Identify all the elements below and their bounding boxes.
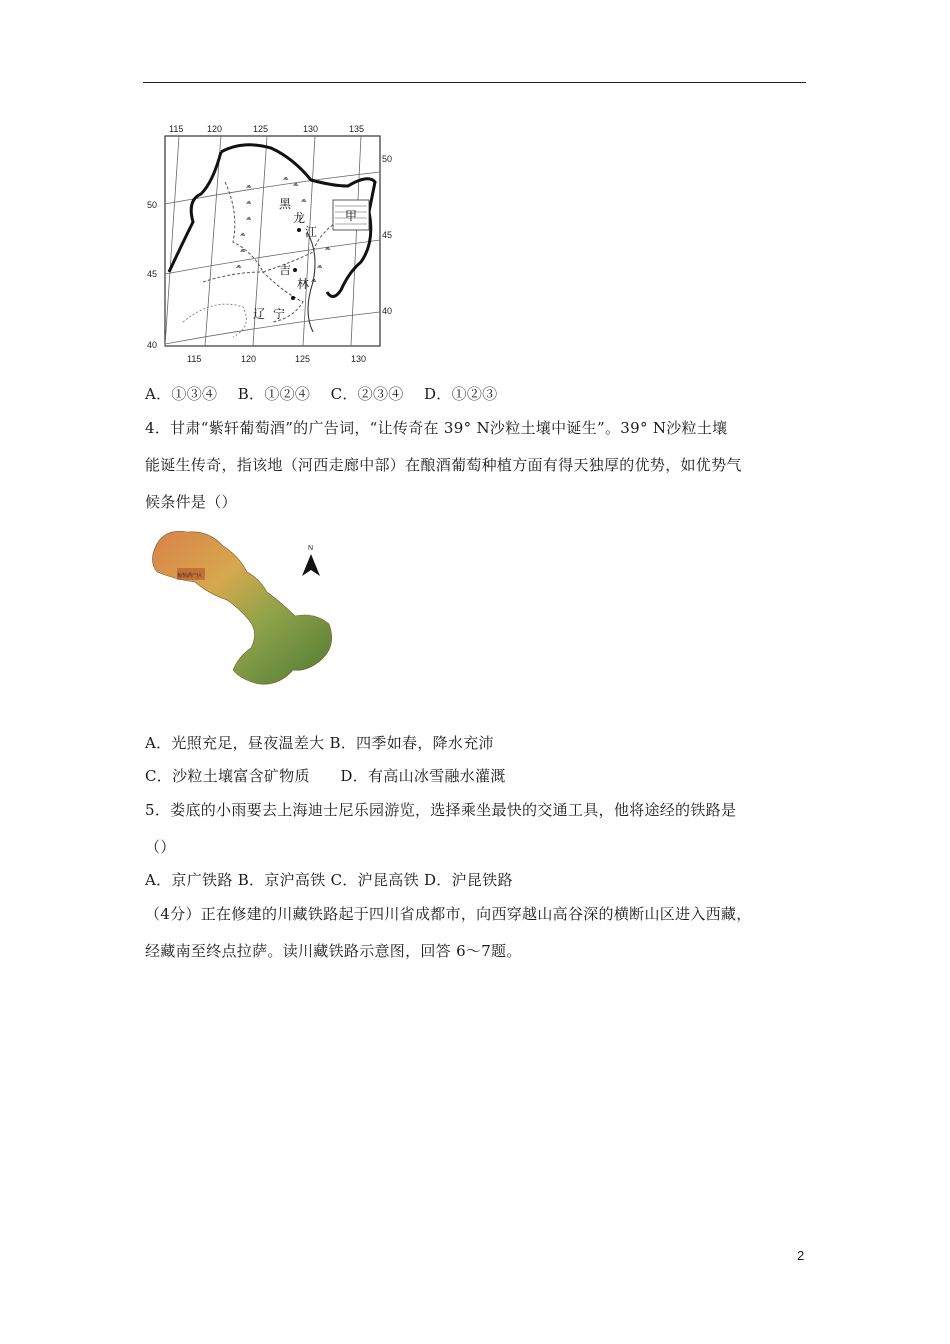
map1-bottom-lon-130: 130 [351,354,367,364]
svg-text:⩕: ⩕ [311,277,317,284]
svg-text:⩕: ⩕ [246,183,252,190]
map1-top-lon-115: 115 [169,124,184,134]
gansu-map [143,520,358,692]
label-ning: 宁 [273,307,286,321]
svg-text:⩕: ⩕ [293,181,299,188]
svg-text:⩕: ⩕ [301,197,307,204]
map1-top-lon-120: 120 [207,124,223,134]
q5-line-1: 5．娄底的小雨要去上海迪士尼乐园游览，选择乘坐最快的交通工具，他将途经的铁路是 [145,801,737,819]
label-jia: 甲 [345,209,358,223]
q5-options: A．京广铁路 B．京沪高铁 C．沪昆高铁 D．沪昆铁路 [145,871,513,889]
q3-options: A．①③④ B．①②④ C．②③④ D．①②③ [145,385,498,403]
q67-line-1: （4分）正在修建的川藏铁路起于四川省成都市，向西穿越山高谷深的横断山区进入西藏， [145,905,752,923]
svg-text:⩕: ⩕ [240,231,246,238]
page-number: 2 [797,1248,805,1263]
map1-right-lat-45: 45 [382,230,393,240]
q5-line-2: （） [145,838,176,856]
q4-line-1: 4．甘肃“紫轩葡萄酒”的广告词，“让传奇在 39° N沙粒土壤中诞生”。39° N沙粒土壤 [145,419,728,437]
svg-text:⩕: ⩕ [325,245,331,252]
label-lin: 林 [297,277,310,291]
svg-text:⩕: ⩕ [236,263,242,270]
q4-line-2: 能诞生传奇，指该地（河西走廊中部）在酿酒葡萄种植方面有得天独厚的优势，如优势气 [145,456,742,474]
header-rule [143,82,806,83]
label-jiang: 江 [305,225,318,239]
svg-text:⩕: ⩕ [246,215,252,222]
winery-region-label: 葡萄酒产区 [177,573,203,579]
map1-left-lat-50: 50 [147,200,158,210]
label-long: 龙 [293,211,306,225]
map1-top-lon-130: 130 [303,124,319,134]
north-arrow-icon [302,554,320,576]
north-arrow-label: N [308,545,314,552]
svg-text:⩕: ⩕ [246,199,252,206]
map1-bottom-lon-120: 120 [241,354,257,364]
map1-bottom-lon-115: 115 [187,354,202,364]
map1-bottom-lon-125: 125 [295,354,311,364]
q4-line-3: 候条件是（） [145,493,237,511]
q4-options-cd: C．沙粒土壤富含矿物质 D．有高山冰雪融水灌溉 [145,767,506,785]
q67-line-2: 经藏南至终点拉萨。读川藏铁路示意图，回答 6～7题。 [145,942,522,960]
label-hei: 黑 [279,197,292,211]
map1-right-lat-40: 40 [382,306,393,316]
northeast-china-map [143,122,395,368]
map1-left-lat-45: 45 [147,269,158,279]
map1-top-lon-125: 125 [253,124,269,134]
q4-options-ab: A．光照充足，昼夜温差大 B．四季如春，降水充沛 [145,734,494,752]
label-ji: 吉 [279,263,292,277]
svg-text:⩕: ⩕ [240,247,246,254]
map1-right-lat-50: 50 [382,154,393,164]
svg-text:⩕: ⩕ [317,263,323,270]
svg-text:⩕: ⩕ [283,175,289,182]
map1-left-lat-40: 40 [147,340,158,350]
label-liao: 辽 [253,307,266,321]
map1-top-lon-135: 135 [349,124,365,134]
